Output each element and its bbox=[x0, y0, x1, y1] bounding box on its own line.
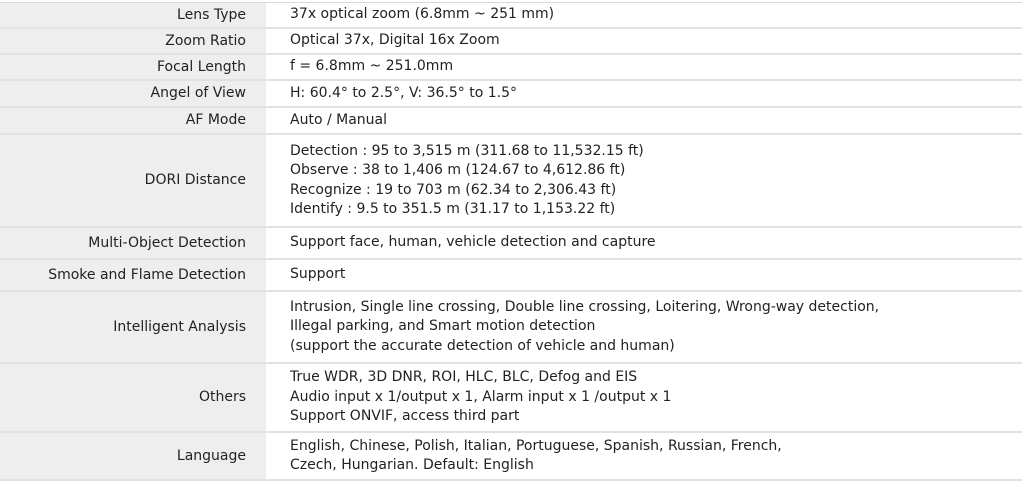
spec-value-line: Intrusion, Single line crossing, Double line crossing, Loitering, Wrong-way detection, bbox=[290, 298, 880, 315]
spec-label: Angel of View bbox=[0, 81, 268, 106]
spec-value-line: Czech, Hungarian. Default: English bbox=[290, 457, 534, 473]
spec-label: DORI Distance bbox=[0, 135, 268, 226]
spec-value-line: True WDR, 3D DNR, ROI, HLC, BLC, Defog and EIS bbox=[290, 369, 638, 386]
spec-label: Focal Length bbox=[0, 55, 268, 79]
spec-value-line: Detection : 95 to 3,515 m (311.68 to 11,532.15 ft) bbox=[290, 142, 644, 159]
spec-value-line: f = 6.8mm ~ 251.0mm bbox=[290, 58, 454, 75]
spec-value bbox=[268, 29, 1022, 53]
spec-value bbox=[268, 228, 1022, 258]
spec-label: Zoom Ratio bbox=[0, 29, 268, 53]
spec-value-line: H: 60.4° to 2.5°, V: 36.5° to 1.5° bbox=[290, 84, 517, 101]
spec-value-line: Support face, human, vehicle detection and capture bbox=[290, 234, 656, 251]
spec-row-af-mode bbox=[0, 108, 1022, 135]
spec-label: Lens Type bbox=[0, 3, 268, 27]
spec-label: Multi-Object Detection bbox=[0, 228, 268, 258]
spec-row-focal-length bbox=[0, 55, 1022, 81]
spec-label: AF Mode bbox=[0, 108, 268, 133]
spec-label: Smoke and Flame Detection bbox=[0, 260, 268, 290]
spec-value bbox=[268, 108, 1022, 133]
spec-row-smoke-flame-detection bbox=[0, 260, 1022, 292]
spec-row-angle-of-view bbox=[0, 81, 1022, 108]
spec-row-dori-distance bbox=[0, 135, 1022, 228]
spec-value bbox=[268, 55, 1022, 79]
spec-value-line: Recognize : 19 to 703 m (62.34 to 2,306.43 ft) bbox=[290, 181, 617, 198]
spec-value-line: Support ONVIF, access third part bbox=[290, 408, 520, 425]
spec-value bbox=[268, 260, 1022, 290]
spec-value-line: English, Chinese, Polish, Italian, Portuguese, Spanish, Russian, French, bbox=[290, 437, 782, 454]
spec-value-line: Auto / Manual bbox=[290, 111, 387, 128]
spec-table bbox=[0, 2, 1022, 481]
spec-value-line: Illegal parking, and Smart motion detection bbox=[290, 318, 596, 335]
spec-row-multi-object-detection bbox=[0, 228, 1022, 260]
spec-label: Language bbox=[0, 433, 268, 479]
spec-label: Others bbox=[0, 364, 268, 431]
spec-value-line: Optical 37x, Digital 16x Zoom bbox=[290, 32, 500, 49]
spec-value bbox=[268, 81, 1022, 106]
spec-label: Intelligent Analysis bbox=[0, 292, 268, 362]
spec-value-line: Identify : 9.5 to 351.5 m (31.17 to 1,153.22 ft) bbox=[290, 201, 616, 217]
spec-value-line: Observe : 38 to 1,406 m (124.67 to 4,612.86 ft) bbox=[290, 162, 626, 178]
spec-value bbox=[268, 364, 1022, 431]
spec-row-others bbox=[0, 364, 1022, 433]
spec-value-line: Audio input x 1/output x 1, Alarm input x 1 /output x 1 bbox=[290, 388, 672, 405]
spec-value-line: 37x optical zoom (6.8mm ~ 251 mm) bbox=[290, 6, 555, 23]
spec-value bbox=[268, 3, 1022, 27]
spec-value-line: (support the accurate detection of vehicle and human) bbox=[290, 337, 675, 354]
spec-row-language bbox=[0, 433, 1022, 481]
spec-row-zoom-ratio bbox=[0, 29, 1022, 55]
spec-value bbox=[268, 433, 1022, 479]
spec-row-lens-type bbox=[0, 3, 1022, 29]
spec-value bbox=[268, 135, 1022, 226]
spec-value-line: Support bbox=[290, 266, 346, 283]
spec-value bbox=[268, 292, 1022, 362]
spec-row-intelligent-analysis bbox=[0, 292, 1022, 364]
